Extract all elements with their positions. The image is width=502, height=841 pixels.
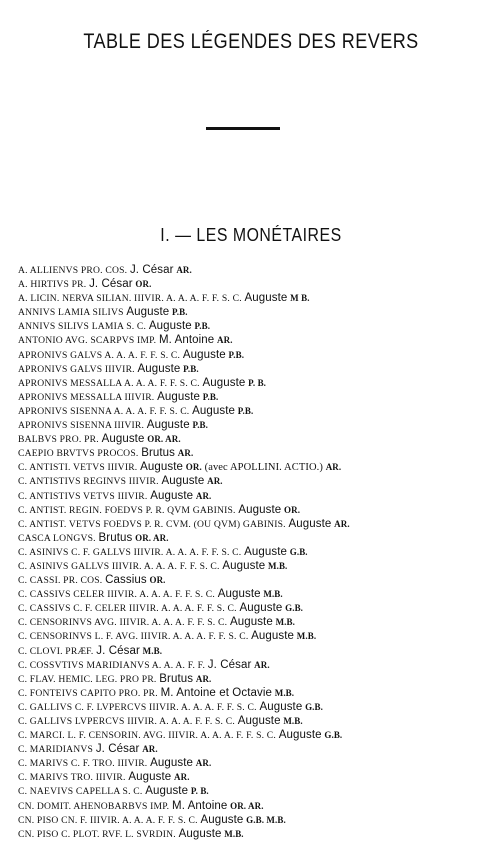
list-item xyxy=(18,545,496,559)
metal-code: M.B. xyxy=(224,828,244,839)
metal-code: M.B. xyxy=(268,560,288,571)
list-item xyxy=(18,390,496,404)
legend-text: C. FONTEIVS CAPITO PRO. PR. xyxy=(18,687,158,699)
list-item xyxy=(18,658,496,672)
ruler-name: Brutus xyxy=(98,531,133,544)
metal-code: AR. xyxy=(177,448,194,459)
list-item xyxy=(18,348,496,362)
legend-text: APRONIVS MESSALLA A. A. A. F. F. S. C. xyxy=(18,377,200,389)
list-item xyxy=(18,460,496,474)
ruler-name: Auguste xyxy=(239,602,283,615)
metal-code: P.B. xyxy=(237,405,254,416)
ruler-name: Auguste xyxy=(259,700,303,713)
list-item xyxy=(18,277,496,291)
ruler-name: Brutus xyxy=(141,447,176,460)
metal-code: AR. xyxy=(142,744,158,755)
list-item xyxy=(18,489,496,503)
metal-code: M.B. xyxy=(275,617,295,628)
list-item xyxy=(18,319,496,333)
ruler-name: Auguste xyxy=(101,433,145,446)
list-item xyxy=(18,813,496,827)
list-item xyxy=(18,305,496,319)
list-item xyxy=(18,291,496,305)
metal-code: AR. xyxy=(195,490,212,501)
metal-code: G.B. xyxy=(285,603,304,614)
ruler-name: Auguste xyxy=(278,729,322,742)
ruler-name: Auguste xyxy=(192,404,236,417)
legend-text: C. ASINIVS GALLVS IIIVIR. A. A. A. F. F. S. C. xyxy=(18,560,220,572)
legend-text: CN. PISO CN. F. IIIVIR. A. A. A. F. F. S. C. xyxy=(18,814,198,826)
list-item xyxy=(18,742,496,756)
metal-code: M.B. xyxy=(142,645,163,656)
metal-code: OR. AR. xyxy=(147,434,181,445)
list-item xyxy=(18,474,496,488)
legend-text: C. ANTISTIVS VETVS IIIVIR. xyxy=(18,490,148,502)
list-item xyxy=(18,686,496,700)
metal-code: AR. xyxy=(217,335,233,346)
legend-text: C. MARCI. L. F. CENSORIN. AVG. IIIVIR. A. A. A. F. F. S. C. xyxy=(18,730,276,742)
metal-code: G.B. xyxy=(305,701,323,712)
metal-code: OR. xyxy=(185,462,202,473)
list-item xyxy=(18,418,496,432)
metal-code: M B. xyxy=(290,293,310,304)
ruler-name: Auguste xyxy=(150,757,194,770)
metal-code-secondary: AR. xyxy=(325,462,342,473)
divider-rule xyxy=(206,127,280,130)
legend-text: ANNIVS LAMIA SILIVS xyxy=(18,307,124,319)
legend-text: CN. PISO C. PLOT. RVF. L. SVRDIN. xyxy=(18,828,176,840)
legend-text: C. ANTISTI. VETVS IIIVIR. xyxy=(18,462,138,474)
metal-code: P.B. xyxy=(194,321,211,332)
legend-text: C. MARIVS C. F. TRO. IIIVIR. xyxy=(18,758,148,770)
list-item xyxy=(18,376,496,390)
legend-text: C. NAEVIVS CAPELLA S. C. xyxy=(18,786,143,798)
metal-code: P.B. xyxy=(183,363,199,374)
ruler-name: Auguste xyxy=(146,419,190,432)
metal-code: AR. xyxy=(195,758,212,769)
metal-code: G.B. xyxy=(289,546,308,557)
ruler-name: Auguste xyxy=(128,771,172,784)
legend-text: C. CENSORINVS AVG. IIIVIR. A. A. A. F. F. S. C. xyxy=(18,617,228,629)
metal-code: AR. xyxy=(254,659,270,670)
ruler-name: Auguste xyxy=(238,503,282,516)
list-item xyxy=(18,784,496,798)
list-item xyxy=(18,531,496,545)
legend-text: C. CASSIVS C. F. CELER IIIVIR. A. A. A. F. F. S. C. xyxy=(18,603,237,615)
ruler-name: Auguste xyxy=(157,390,201,403)
list-item xyxy=(18,672,496,686)
ruler-name: J. César xyxy=(95,743,140,756)
list-item xyxy=(18,827,496,841)
ruler-name: Auguste xyxy=(288,517,332,530)
metal-code: AR. xyxy=(207,476,223,487)
ruler-name: Auguste xyxy=(148,320,192,333)
metal-code: P.B. xyxy=(171,307,188,318)
ruler-name: Auguste xyxy=(229,616,273,629)
ruler-name: Auguste xyxy=(237,715,281,727)
list-item xyxy=(18,333,496,347)
ruler-name: J. César xyxy=(89,278,133,291)
ruler-name: Auguste xyxy=(182,348,226,361)
ruler-name: J. César xyxy=(207,658,252,671)
legend-text: APRONIVS SISENNA A. A. A. F. F. S. C. xyxy=(18,405,190,417)
legend-text: C. CASSIVS CELER IIIVIR. A. A. A. F. F. S. C. xyxy=(18,589,215,601)
legend-text: C. GALLIVS C. F. LVPERCVS IIIVIR. A. A. A. F. F. S. C. xyxy=(18,701,257,713)
list-item xyxy=(18,799,496,813)
ruler-name: Auguste xyxy=(217,588,261,601)
ruler-name: Auguste xyxy=(150,489,194,502)
legend-text: C. MARIVS TRO. IIIVIR. xyxy=(18,772,126,784)
list-item xyxy=(18,601,496,615)
metal-code: AR. xyxy=(176,265,192,275)
section-title: I. — LES MONÉTAIRES xyxy=(160,225,342,245)
list-item xyxy=(18,503,496,517)
legend-text: C. CASSI. PR. COS. xyxy=(18,575,103,587)
legend-text: A. ALLIENVS PRO. COS. xyxy=(18,265,128,276)
ruler-name: M. Antoine et Octavie xyxy=(160,686,272,699)
ruler-name: M. Antoine xyxy=(172,799,228,812)
metal-code: G.B. xyxy=(324,730,343,741)
legend-text: CN. DOMIT. AHENOBARBVS IMP. xyxy=(18,800,170,812)
list-item xyxy=(18,263,496,277)
page-title: TABLE DES LÉGENDES DES REVERS xyxy=(83,30,419,53)
metal-code: OR. xyxy=(135,279,152,290)
metal-code: M.B. xyxy=(296,631,317,642)
list-item xyxy=(18,629,496,643)
legend-text: C. ANTIST. REGIN. FOEDVS P. R. QVM GABINIS. xyxy=(18,504,236,516)
entry-note: (avec APOLLINI. ACTIO.) xyxy=(204,462,323,474)
metal-code: P. B. xyxy=(190,786,209,797)
metal-code: P.B. xyxy=(228,349,245,360)
legend-text: CAEPIO BRVTVS PROCOS. xyxy=(18,448,139,460)
list-item xyxy=(18,559,496,573)
ruler-name: Brutus xyxy=(159,672,194,685)
list-item xyxy=(18,615,496,629)
legend-text: A. HIRTIVS PR. xyxy=(18,279,87,291)
ruler-name: Auguste xyxy=(145,785,189,798)
ruler-name: Auguste xyxy=(137,362,181,375)
ruler-name: J. César xyxy=(129,264,174,276)
metal-code: M.B. xyxy=(263,589,283,600)
ruler-name: Auguste xyxy=(200,813,244,826)
metal-code: AR. xyxy=(334,518,350,529)
list-item xyxy=(18,770,496,784)
metal-code: G.B. M.B. xyxy=(246,814,286,825)
ruler-name: Cassius xyxy=(105,574,147,587)
legend-text: ANNIVS SILIVS LAMIA S. C. xyxy=(18,321,147,333)
list-item xyxy=(18,404,496,418)
list-item xyxy=(18,587,496,601)
list-item xyxy=(18,644,496,658)
list-item xyxy=(18,517,496,531)
metal-code: OR. xyxy=(149,575,166,586)
list-item xyxy=(18,714,496,728)
ruler-name: Auguste xyxy=(126,306,170,319)
legend-text: C. CENSORINVS L. F. AVG. IIIVIR. A. A. A. F. F. S. C. xyxy=(18,631,249,643)
legend-text: C. GALLIVS LVPERCVS IIIVIR. A. A. A. F. F. S. C. xyxy=(18,716,235,727)
metal-code: AR. xyxy=(174,772,190,783)
metal-code: P.B. xyxy=(192,420,209,431)
list-item xyxy=(18,432,496,446)
ruler-name: Auguste xyxy=(244,292,288,305)
ruler-name: Auguste xyxy=(251,630,295,643)
legend-text: BALBVS PRO. PR. xyxy=(18,434,99,446)
list-item xyxy=(18,573,496,587)
ruler-name: Auguste xyxy=(178,827,222,840)
metal-code: P.B. xyxy=(202,391,219,402)
legend-text: ANTONIO AVG. SCARPVS IMP. xyxy=(18,335,157,347)
legend-text: C. ANTISTIVS REGINVS IIIVIR. xyxy=(18,476,159,488)
metal-code: AR. xyxy=(195,673,212,684)
legend-text: C. MARIDIANVS xyxy=(18,744,94,756)
legend-text: C. ANTIST. VETVS FOEDVS P. R. CVM. (OU QVM) GABINIS. xyxy=(18,518,286,530)
metal-code: M.B. xyxy=(274,687,295,698)
ruler-name: Auguste xyxy=(202,376,246,389)
metal-code: OR. xyxy=(284,504,301,515)
metal-code: OR. AR. xyxy=(135,532,169,543)
legend-text: CASCA LONGVS. xyxy=(18,532,96,544)
metal-code: P. B. xyxy=(248,377,267,388)
ruler-name: Auguste xyxy=(244,545,288,558)
legend-text: C. ASINIVS C. F. GALLVS IIIVIR. A. A. A. F. F. S. C. xyxy=(18,546,242,558)
ruler-name: M. Antoine xyxy=(158,334,215,347)
metal-code: OR. AR. xyxy=(230,800,264,811)
metal-code: M.B. xyxy=(283,716,303,726)
legend-text: C. FLAV. HEMIC. LEG. PRO PR. xyxy=(18,673,157,685)
legend-text: APRONIVS GALVS A. A. A. F. F. S. C. xyxy=(18,349,181,361)
legend-text: APRONIVS GALVS IIIVIR. xyxy=(18,363,135,375)
ruler-name: Auguste xyxy=(161,475,205,488)
ruler-name: J. César xyxy=(96,644,140,657)
list-item xyxy=(18,446,496,460)
ruler-name: Auguste xyxy=(222,559,266,572)
list-item xyxy=(18,728,496,742)
legend-text: A. LICIN. NERVA SILIAN. IIIVIR. A. A. A. F. F. S. C. xyxy=(18,293,242,305)
legend-list xyxy=(18,263,496,841)
list-item xyxy=(18,756,496,770)
legend-text: C. COSSVTIVS MARIDIANVS A. A. A. F. F. xyxy=(18,659,206,671)
legend-text: APRONIVS SISENNA IIIVIR. xyxy=(18,420,145,432)
list-item xyxy=(18,362,496,376)
legend-text: APRONIVS MESSALLA IIIVIR. xyxy=(18,391,155,403)
legend-text: C. CLOVI. PRÆF. xyxy=(18,645,94,657)
list-item xyxy=(18,700,496,714)
ruler-name: Auguste xyxy=(140,461,184,474)
